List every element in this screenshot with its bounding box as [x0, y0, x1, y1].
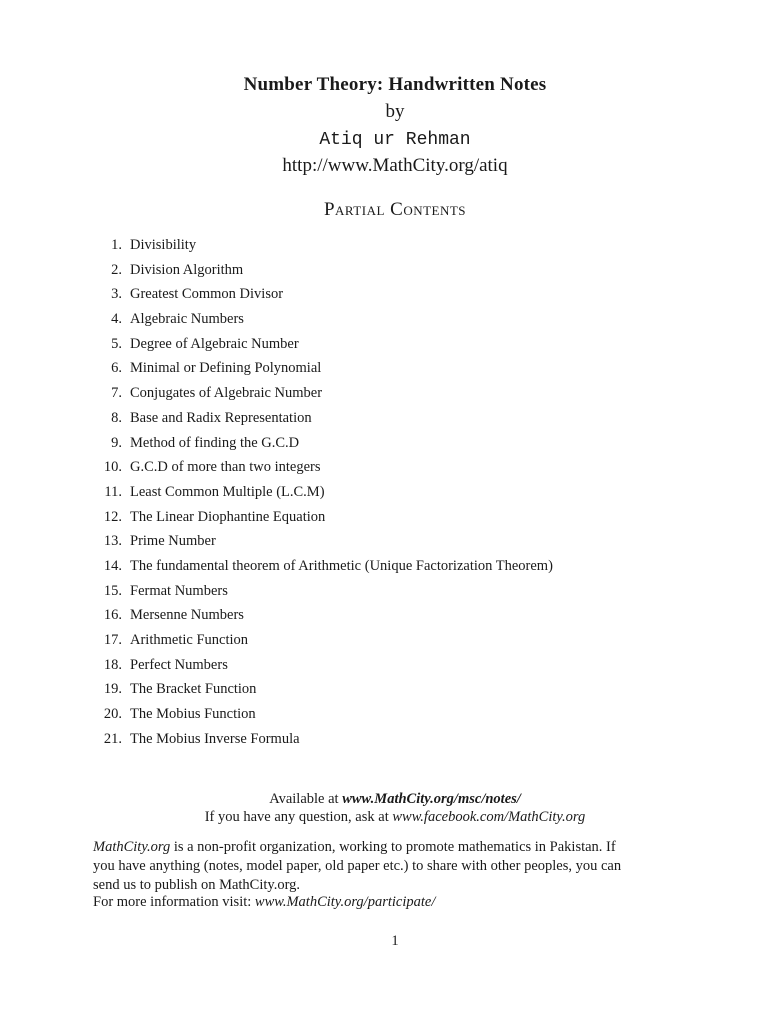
contents-list — [90, 233, 553, 751]
list-item — [90, 258, 553, 283]
about-line-3: send us to publish on MathCity.org. — [93, 877, 301, 893]
list-item-label: The fundamental theorem of Arithmetic (Unique Factorization Theorem) — [130, 557, 553, 574]
list-item-label: Division Algorithm — [130, 261, 244, 278]
list-item-label: Divisibility — [130, 237, 197, 253]
list-item-number: 8. — [111, 409, 122, 426]
document-title: Number Theory: Handwritten Notes — [243, 74, 547, 95]
list-item-label: Degree of Algebraic Number — [130, 335, 299, 352]
author-name: Atiq ur Rehman — [319, 130, 471, 150]
list-item — [90, 332, 553, 357]
list-item-number: 11. — [104, 483, 122, 500]
list-item-label: The Bracket Function — [130, 681, 257, 698]
list-item — [90, 233, 553, 258]
list-item-label: Arithmetic Function — [130, 632, 248, 648]
list-item-label: Conjugates of Algebraic Number — [130, 385, 323, 402]
list-item-label: The Linear Diophantine Equation — [130, 508, 326, 525]
list-item-number: 15. — [103, 582, 122, 599]
list-item — [90, 381, 553, 406]
question-prefix: If you have any question, ask at — [204, 809, 393, 825]
list-item-label: Method of finding the G.C.D — [130, 434, 300, 451]
list-item — [90, 702, 553, 727]
list-item — [90, 677, 553, 702]
list-item-number: 3. — [111, 286, 122, 303]
list-item — [90, 653, 553, 678]
list-item-label: G.C.D of more than two integers — [130, 459, 321, 476]
list-item — [90, 628, 553, 653]
list-item-label: Perfect Numbers — [130, 656, 228, 673]
list-item-number: 16. — [103, 607, 122, 624]
list-item — [90, 480, 553, 505]
about-text-1: is a non-profit organization, working to promote mathematics in Pakistan. If — [170, 839, 616, 855]
list-item — [90, 579, 553, 604]
list-item-number: 2. — [111, 261, 122, 278]
org-name: MathCity.org — [93, 839, 171, 855]
about-line-2: you have anything (notes, model paper, old paper etc.) to share with other peoples, you can — [93, 858, 622, 874]
list-item-number: 20. — [103, 706, 122, 723]
list-item-number: 10. — [103, 459, 122, 476]
list-item-number: 6. — [111, 360, 122, 377]
availability-line — [0, 791, 768, 808]
list-item-label: Mersenne Numbers — [130, 607, 244, 624]
list-item-label: Least Common Multiple (L.C.M) — [130, 483, 325, 500]
list-item-label: Greatest Common Divisor — [130, 286, 284, 303]
about-line-1 — [93, 838, 703, 857]
list-item — [90, 356, 553, 381]
question-line — [0, 809, 768, 826]
list-item — [90, 307, 553, 332]
author-url[interactable]: http://www.MathCity.org/atiq — [282, 155, 508, 176]
list-item — [90, 603, 553, 628]
list-item-label: The Mobius Inverse Formula — [130, 730, 300, 747]
list-item-label: Base and Radix Representation — [130, 409, 312, 426]
availability-prefix: Available at — [269, 791, 343, 807]
contents-heading: Partial Contents — [323, 199, 467, 220]
list-item — [90, 455, 553, 480]
list-item-number: 14. — [103, 557, 122, 574]
page-number: 1 — [391, 933, 399, 949]
visit-prefix: For more information visit: — [93, 894, 255, 910]
list-item-number: 9. — [111, 434, 122, 451]
list-item-number: 18. — [103, 656, 122, 673]
list-item — [90, 505, 553, 530]
participate-link[interactable]: www.MathCity.org/participate/ — [254, 894, 436, 910]
notes-link[interactable]: www.MathCity.org/msc/notes/ — [342, 791, 521, 807]
visit-line — [93, 893, 435, 912]
list-item-number: 17. — [103, 632, 122, 648]
list-item — [90, 554, 553, 579]
list-item-number: 13. — [103, 533, 122, 550]
list-item-number: 4. — [111, 311, 122, 328]
list-item — [90, 282, 553, 307]
list-item — [90, 529, 553, 554]
list-item-label: Fermat Numbers — [130, 582, 228, 599]
byline-by: by — [385, 101, 405, 122]
list-item-number: 5. — [111, 335, 122, 352]
facebook-link[interactable]: www.facebook.com/MathCity.org — [392, 809, 586, 825]
list-item-label: The Mobius Function — [130, 706, 256, 723]
list-item — [90, 406, 553, 431]
list-item-number: 21. — [103, 730, 122, 747]
list-item — [90, 431, 553, 456]
list-item — [90, 727, 553, 752]
list-item-label: Minimal or Defining Polynomial — [130, 360, 322, 377]
list-item-label: Prime Number — [130, 533, 216, 550]
list-item-number: 12. — [103, 508, 122, 525]
list-item-label: Algebraic Numbers — [130, 311, 244, 328]
list-item-number: 7. — [111, 385, 122, 402]
about-paragraph — [93, 838, 703, 895]
list-item-number: 19. — [103, 681, 122, 698]
list-item-number: 1. — [111, 237, 122, 253]
